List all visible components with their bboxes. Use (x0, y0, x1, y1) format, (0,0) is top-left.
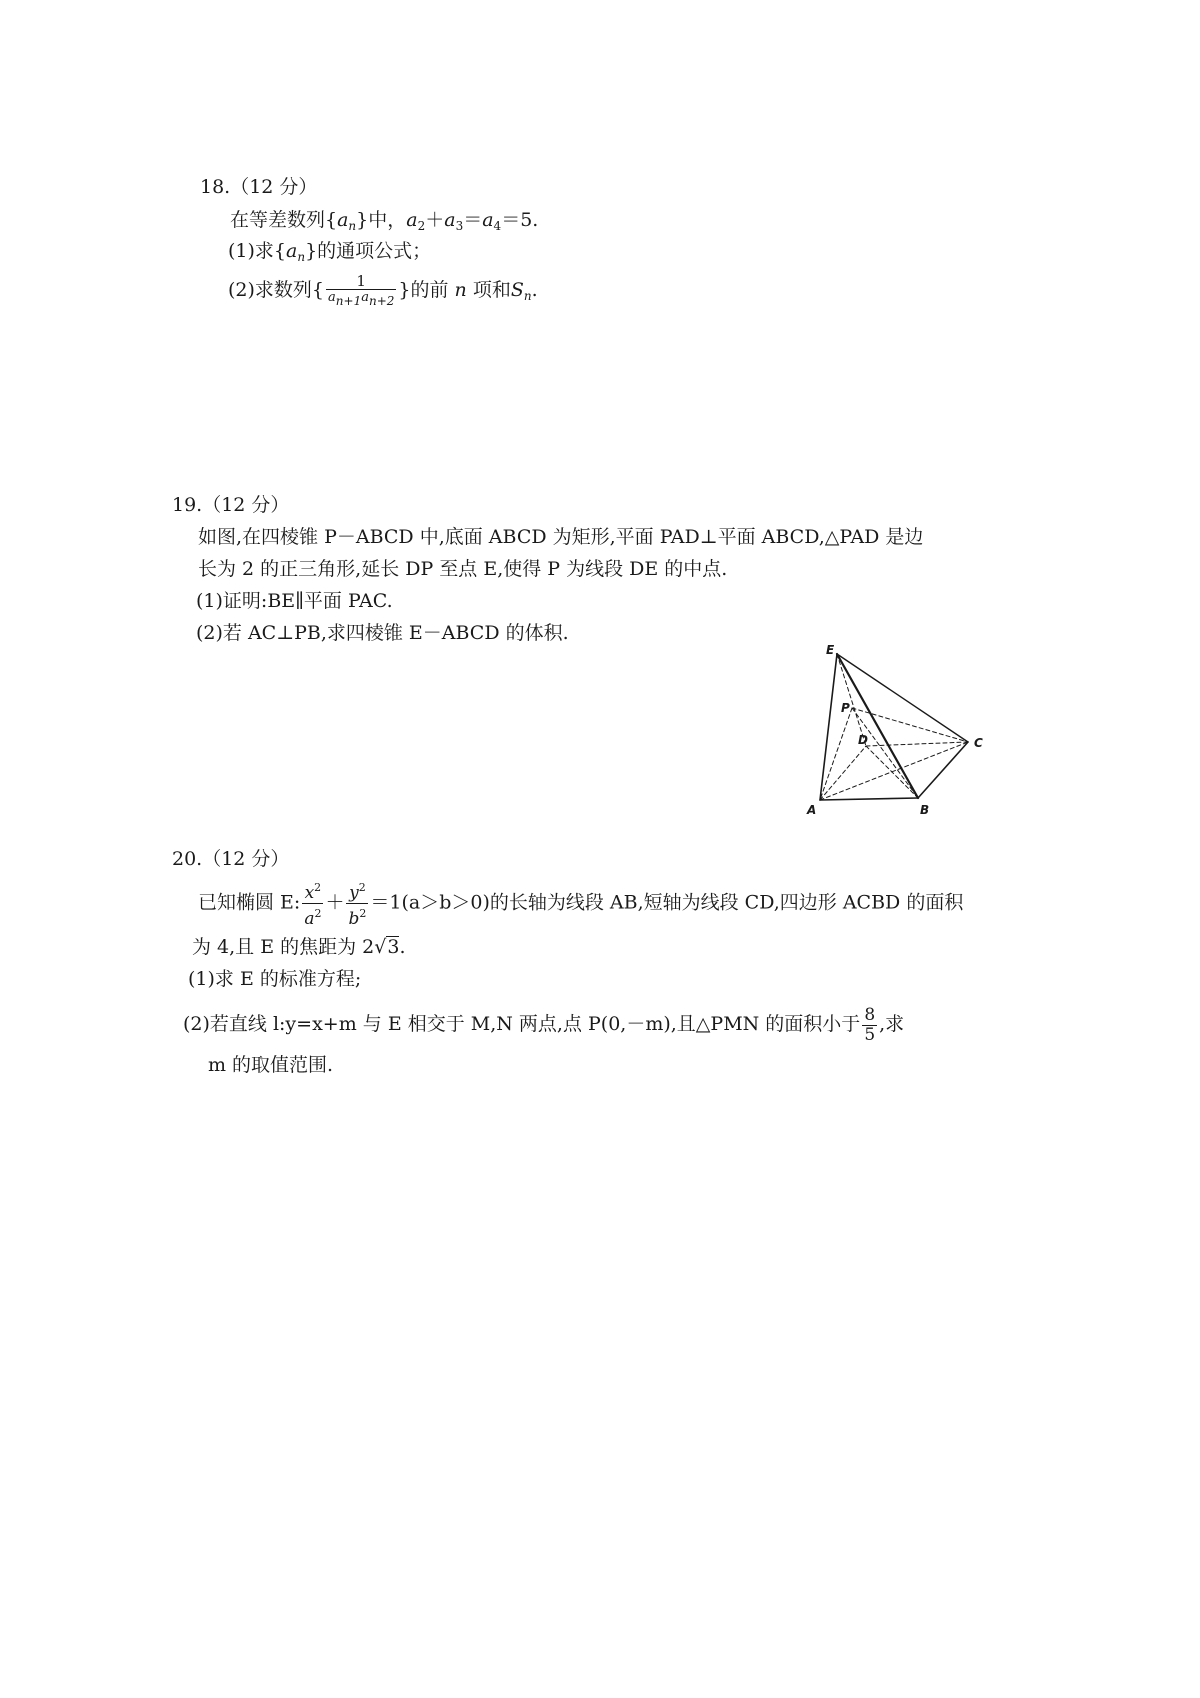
q18-part1 (228, 238, 431, 270)
q20-part2-text: (2)若直线 l:y=x+m 与 E 相交于 M,N 两点,点 P(0,－m),且△PMN 的面积小于 (183, 1013, 861, 1035)
q18-eq: ＝ (463, 209, 483, 231)
label-B: B (920, 803, 930, 817)
q18-a3: a (444, 209, 456, 231)
q18-part2-S: S (510, 279, 524, 301)
edge-BC (918, 742, 968, 798)
q20-sqrt-3: 3 (387, 936, 400, 958)
q20-part2-text: ,求 (879, 1013, 905, 1035)
q18-den-sub2: n+2 (368, 294, 395, 308)
q18-part1-sub: n (297, 250, 306, 264)
q18-stem-sub: n (348, 219, 357, 233)
q19-line1: 如图,在四棱锥 P－ABCD 中,底面 ABCD 为矩形,平面 PAD⊥平面 ABCD,△PAD 是边 (198, 526, 924, 548)
q20-frac-8-5 (862, 1006, 877, 1045)
q20-a-sq: 2 (314, 907, 322, 920)
q18-part1-var: a (286, 240, 298, 262)
q20-line2-end: . (399, 936, 406, 958)
q18-part1-text: (1)求{ (228, 240, 287, 262)
q18-part2 (228, 268, 538, 318)
q18-fraction (326, 273, 396, 309)
label-D: D (858, 733, 868, 747)
edge-DC (866, 742, 968, 746)
q20-x: x (304, 883, 315, 903)
q20-part2 (183, 1002, 904, 1046)
q18-stem-end: ＝5. (501, 209, 539, 231)
edge-EC (837, 654, 968, 742)
q18-part2-n: n (454, 279, 467, 301)
q18-den-a2: a (361, 290, 369, 305)
q20-b-sq: 2 (359, 907, 367, 920)
q18-a4: a (482, 209, 494, 231)
q18-part2-text: }的前 (398, 279, 455, 301)
q20-frac-x (302, 878, 323, 929)
q20-line1-text: ＝1(a＞b＞0)的长轴为线段 AB,短轴为线段 CD,四边形 ACBD 的面积 (370, 891, 964, 914)
edge-PB (852, 708, 918, 798)
q18-stem-var: a (337, 209, 349, 231)
q18-stem (230, 207, 538, 239)
q20-frac-den: 5 (864, 1024, 876, 1045)
q20-b: b (348, 909, 360, 929)
label-C: C (974, 736, 983, 750)
q18-frac-den (326, 290, 396, 309)
label-E: E (826, 643, 835, 657)
q18-part2-Ssub: n (523, 289, 532, 303)
q20-header: 20.（12 分） (172, 848, 290, 870)
edge-AC (820, 742, 968, 800)
q18-header: 18.（12 分） (200, 176, 318, 198)
edge-AD (820, 746, 866, 800)
q18-stem-text: }中， (356, 209, 407, 231)
q20-part2-line2: m 的取值范围. (208, 1054, 334, 1076)
q18-sub4: 4 (493, 219, 502, 233)
label-A: A (807, 803, 817, 817)
q20-line2-text: 为 4,且 E 的焦距为 2 (192, 936, 375, 958)
q20-frac-y (346, 878, 368, 929)
q19-part2: (2)若 AC⊥PB,求四棱锥 E－ABCD 的体积. (196, 622, 569, 644)
q18-part1-text: }的通项公式； (305, 240, 432, 262)
q18-sub2: 2 (417, 219, 426, 233)
label-P: P (841, 701, 850, 715)
q18-stem-text: 在等差数列{ (230, 209, 338, 231)
q19-part1: (1)证明:BE∥平面 PAC. (196, 590, 393, 612)
q18-plus: ＋ (425, 209, 445, 231)
q19-header: 19.（12 分） (172, 494, 290, 516)
q18-sub3: 3 (455, 219, 464, 233)
edge-AB (820, 798, 918, 800)
q20-line2: 为 4,且 E 的焦距为 2√3. (192, 936, 406, 958)
q18-frac-num: 1 (326, 273, 396, 290)
q20-x-sq: 2 (314, 881, 322, 894)
q18-a2: a (406, 209, 418, 231)
q20-line1: 已知椭圆 E: $\frac{x^2}{a^2}$ ＋ $\frac{y^2}{b^2}$ ＝1(a＞b＞0)的长轴为线段 AB,短轴为线段 CD,四边形 ACBD 的面积 (198, 878, 963, 929)
edge-PC (852, 708, 968, 742)
edge-EA (820, 654, 837, 800)
q18-part2-text: (2)求数列{ (228, 279, 325, 301)
q20-part1: (1)求 E 的标准方程; (188, 968, 362, 990)
q19-line2: 长为 2 的正三角形,延长 DP 至点 E,使得 P 为线段 DE 的中点. (198, 558, 728, 580)
q18-den-sub1: n+1 (335, 294, 362, 308)
q20-a: a (304, 909, 315, 929)
q20-line1-text: 已知椭圆 E: (198, 891, 301, 914)
edge-EB (837, 654, 918, 798)
q20-frac-num: 8 (864, 1004, 876, 1025)
q19-pyramid-figure (800, 640, 1010, 820)
q20-y-sq: 2 (358, 881, 366, 894)
q18-part2-text: 项和 (466, 279, 511, 301)
q18-den-a1: a (328, 290, 336, 305)
q20-y: y (349, 883, 359, 903)
q18-part2-end: . (531, 279, 538, 301)
